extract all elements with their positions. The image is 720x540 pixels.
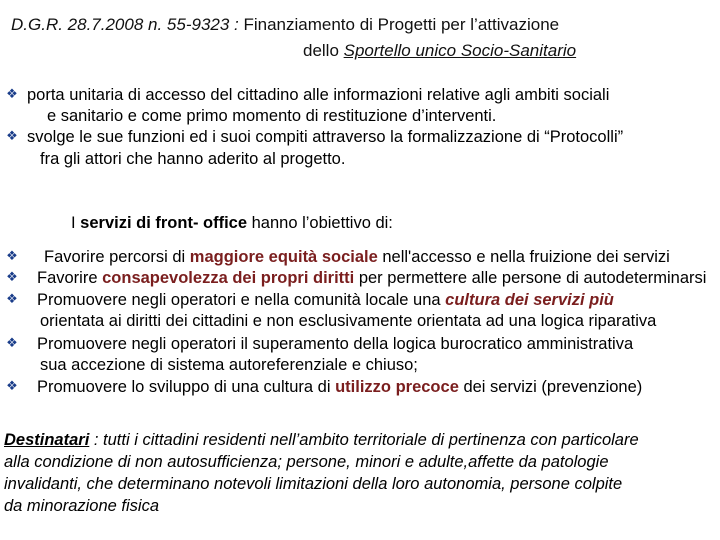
- servizi-prefix: I: [71, 214, 81, 232]
- destinatari-label: Destinatari: [4, 431, 90, 449]
- servizi-suffix: hanno l’obiettivo di:: [247, 214, 393, 232]
- goal-5-text: Promuovere lo sviluppo di una cultura di: [37, 378, 336, 396]
- goal-1-text-end: nell'accesso e nella fruizione dei servizi: [377, 248, 670, 266]
- destinatari-text: : tutti i cittadini residenti nell’ambito territoriale di pertinenza con particolare: [89, 431, 639, 449]
- title-text: Finanziamento di Progetti per l’attivazione: [243, 15, 560, 34]
- intro-bullet-1-line-2: e sanitario e come primo momento di restituzione d’interventi.: [47, 107, 497, 125]
- diamond-bullet-icon: ❖: [6, 292, 18, 307]
- intro-bullet-1-line-1: porta unitaria di accesso del cittadino alle informazioni relative agli ambiti sociali: [27, 86, 610, 104]
- goal-3-text: Promuovere negli operatori e nella comunità locale una: [37, 291, 446, 309]
- title-highlight: Sportello unico Socio-Sanitario: [343, 41, 577, 60]
- decree-reference: D.G.R. 28.7.2008 n. 55-9323 :: [11, 15, 244, 34]
- diamond-bullet-icon: ❖: [6, 129, 18, 144]
- goal-2-emphasis: consapevolezza dei propri diritti: [102, 269, 355, 287]
- diamond-bullet-icon: ❖: [6, 87, 18, 102]
- document-title-line-1: [11, 14, 559, 36]
- goal-2-text-end: per permettere alle persone di autodeterminarsi: [354, 269, 707, 287]
- goal-2-text: Favorire: [37, 269, 103, 287]
- servizi-bold: servizi di front- office: [80, 214, 248, 232]
- intro-bullet-2-line-1: svolge le sue funzioni ed i suoi compiti attraverso la formalizzazione di “Protocolli”: [27, 128, 624, 146]
- title-text-prefix: dello: [303, 41, 344, 60]
- goal-5-text-end: dei servizi (prevenzione): [458, 378, 643, 396]
- diamond-bullet-icon: ❖: [6, 379, 18, 394]
- goal-2: [37, 268, 706, 288]
- goal-4-line-2: sua accezione di sistema autoreferenziale e chiuso;: [40, 356, 418, 374]
- document-title-line-2: [303, 40, 576, 62]
- diamond-bullet-icon: ❖: [6, 336, 18, 351]
- intro-bullet-2-line-2: fra gli attori che hanno aderito al progetto.: [40, 150, 346, 168]
- diamond-bullet-icon: ❖: [6, 249, 18, 264]
- goal-1: [44, 247, 670, 267]
- goal-3-line-1: [37, 290, 614, 310]
- goal-1-text: Favorire percorsi di: [44, 248, 190, 266]
- goal-3-emphasis: cultura dei servizi più: [445, 291, 614, 309]
- servizi-heading: [71, 213, 393, 233]
- destinatari-line-1: [4, 430, 639, 450]
- destinatari-line-4: da minorazione fisica: [4, 497, 159, 515]
- goal-5: [37, 377, 642, 397]
- diamond-bullet-icon: ❖: [6, 270, 18, 285]
- goal-4-line-1: Promuovere negli operatori il superamento della logica burocratico amministrativa: [37, 335, 634, 353]
- goal-1-emphasis: maggiore equità sociale: [189, 248, 378, 266]
- destinatari-line-3: invalidanti, che determinano notevoli limitazioni della loro autonomia, persone colpite: [4, 475, 623, 493]
- goal-3-line-2: orientata ai diritti dei cittadini e non esclusivamente orientata ad una logica riparativa: [40, 312, 657, 330]
- destinatari-line-2: alla condizione di non autosufficienza; persone, minori e adulte,affette da patologie: [4, 453, 609, 471]
- goal-5-emphasis: utilizzo precoce: [335, 378, 459, 396]
